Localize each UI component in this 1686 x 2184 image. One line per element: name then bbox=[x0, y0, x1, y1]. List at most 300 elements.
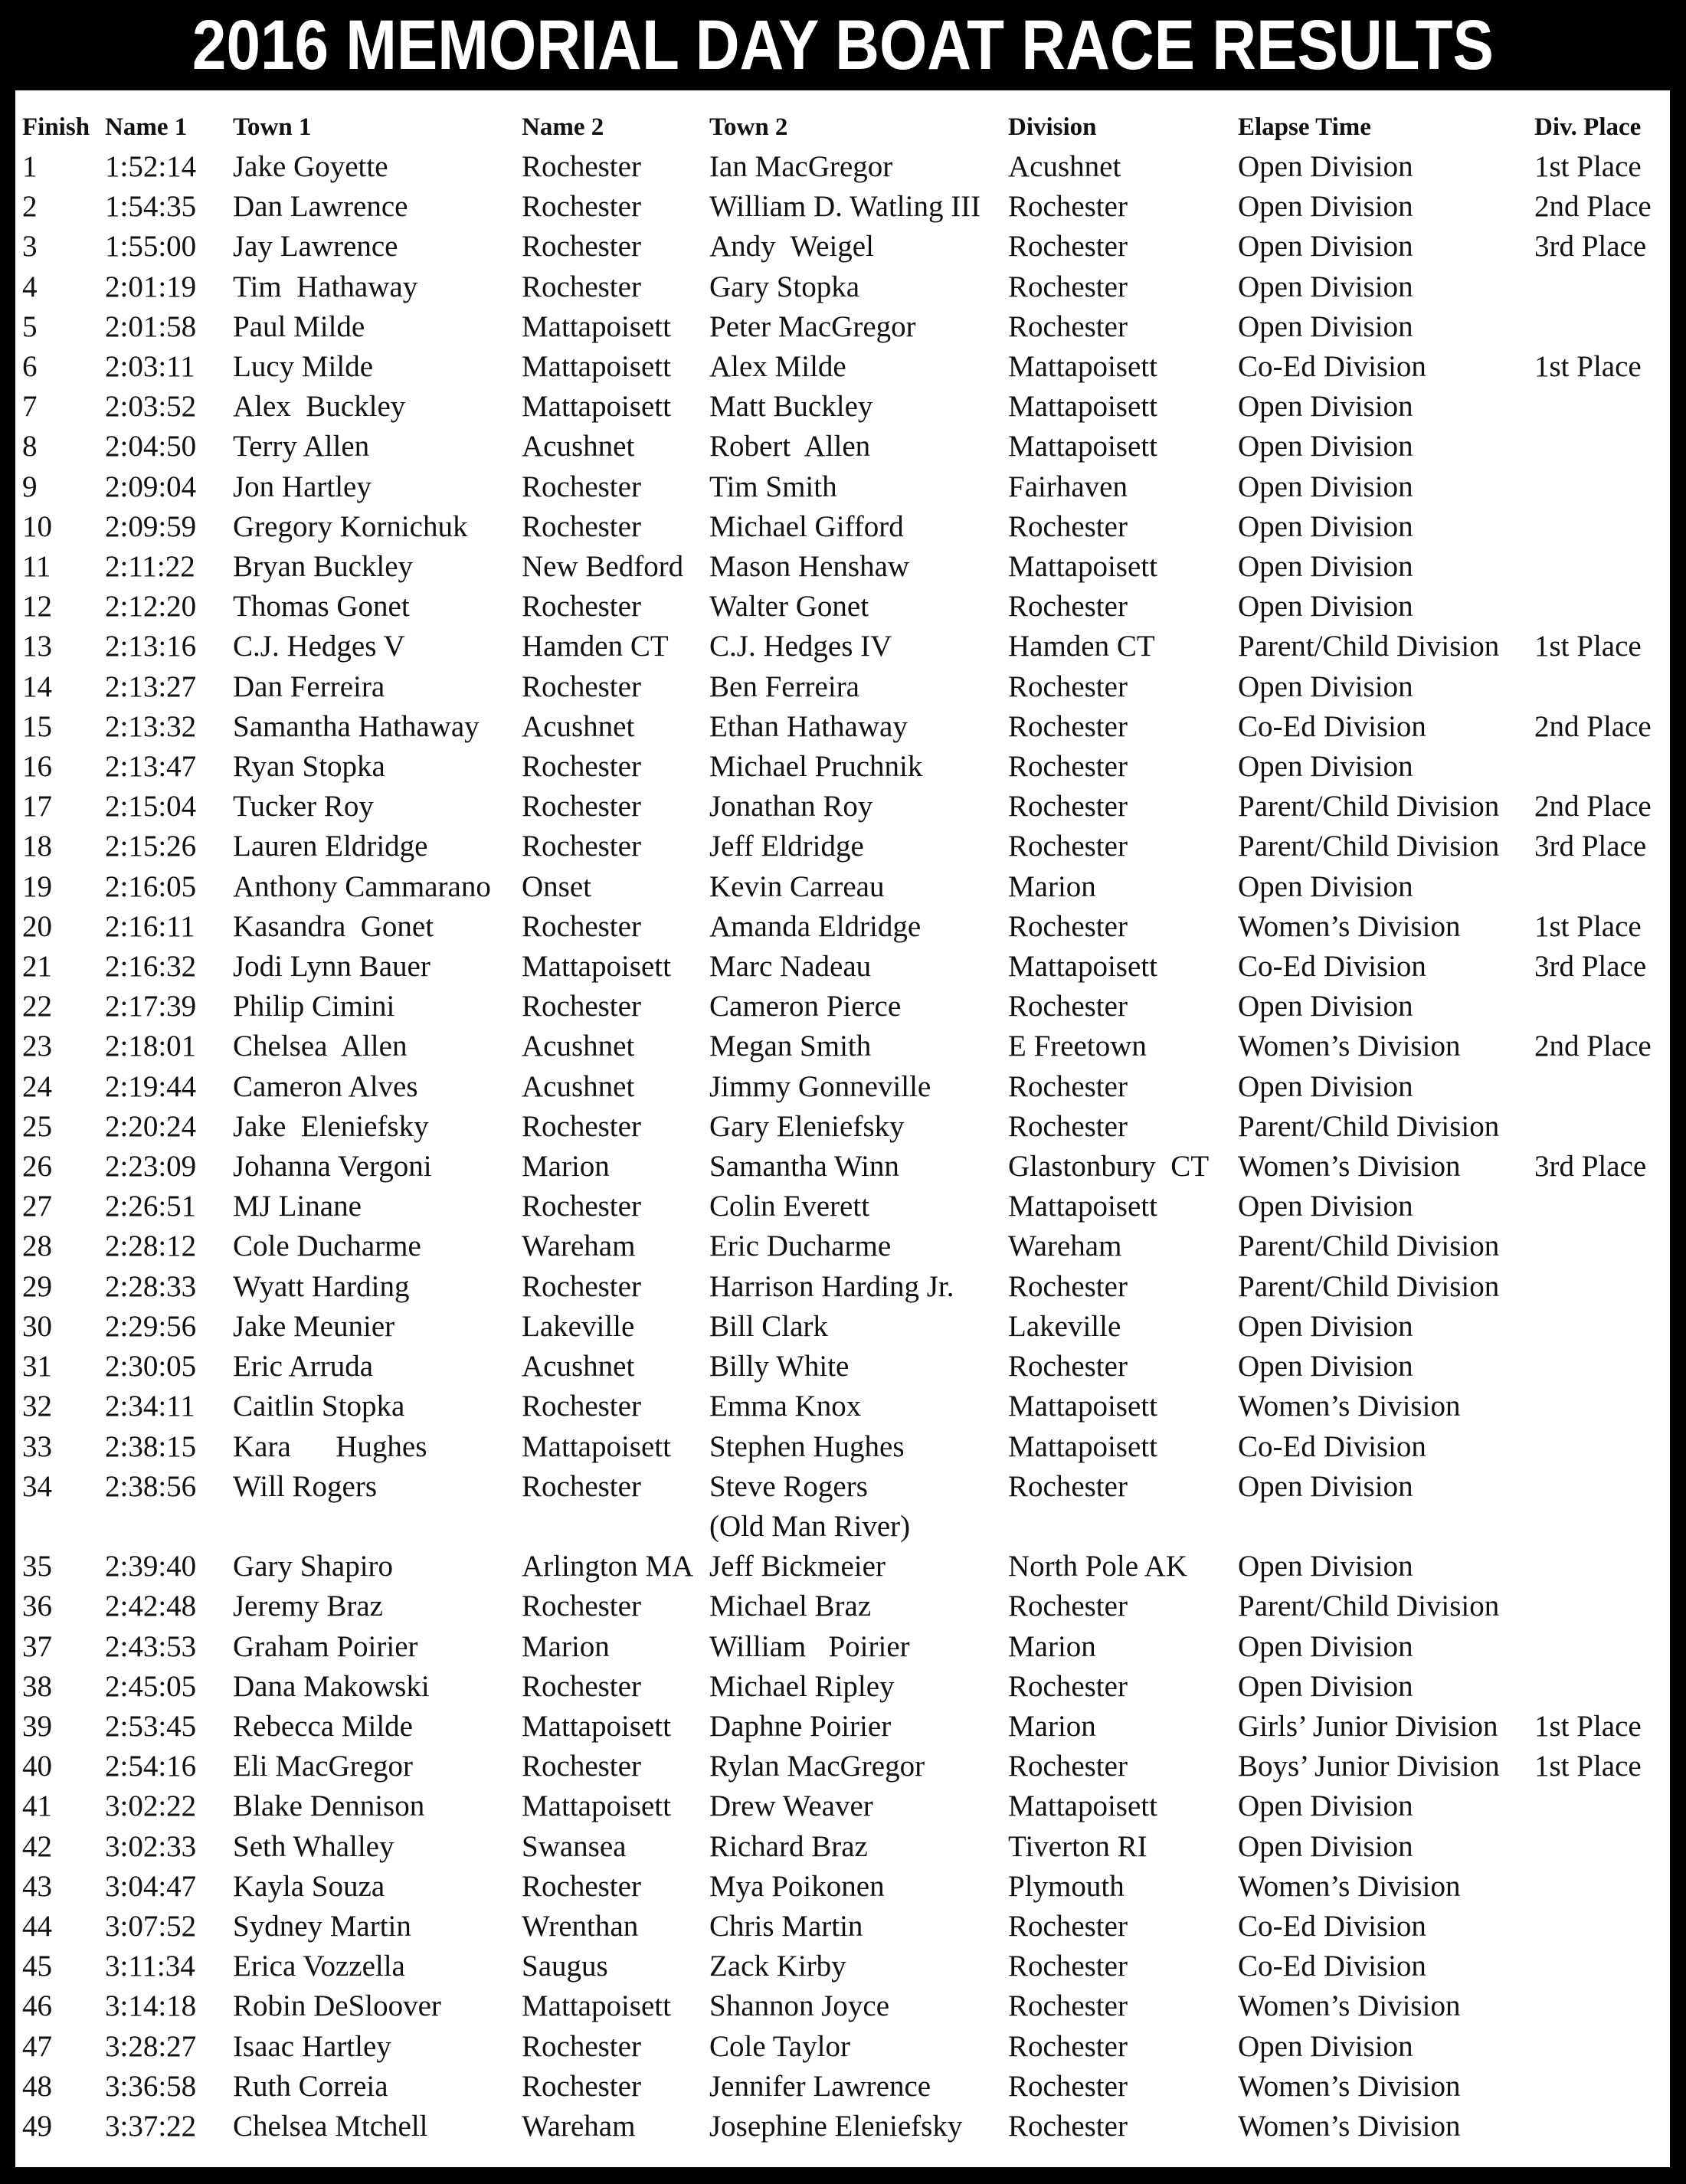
cell-town-1: Alex Buckley bbox=[233, 390, 406, 424]
cell-name-1: 2:23:09 bbox=[105, 1150, 197, 1184]
cell-name-1: 2:15:26 bbox=[105, 830, 197, 863]
cell-division: Rochester bbox=[1008, 670, 1128, 703]
cell-name-2: Mattapoisett bbox=[522, 1989, 671, 2023]
cell-name-1: 3:04:47 bbox=[105, 1869, 197, 1903]
cell-finish: 38 bbox=[22, 1669, 52, 1703]
cell-elapse-time: Parent/Child Division bbox=[1238, 630, 1500, 663]
cell-div-place bbox=[1534, 1947, 1668, 1986]
cell-name-1: 3:02:22 bbox=[105, 1789, 197, 1823]
cell-elapse-time: Parent/Child Division bbox=[1238, 830, 1500, 863]
cell-division: Rochester bbox=[1008, 990, 1128, 1023]
cell-name-1: 2:53:45 bbox=[105, 1709, 197, 1743]
cell-finish: 13 bbox=[22, 630, 52, 663]
cell-name-1: 3:07:52 bbox=[105, 1909, 197, 1943]
cell-division: Rochester bbox=[1008, 270, 1128, 303]
cell-town-1: Chelsea Mtchell bbox=[233, 2109, 428, 2143]
cell-name-2: Wareham bbox=[522, 1230, 636, 1263]
cell-finish: 8 bbox=[22, 430, 38, 463]
cell-division: Mattapoisett bbox=[1008, 550, 1157, 584]
cell-division: Mattapoisett bbox=[1008, 1429, 1157, 1463]
cell-town-2: Stephen Hughes bbox=[709, 1429, 905, 1463]
cell-name-1: 3:37:22 bbox=[105, 2109, 197, 2143]
cell-name-2: Wareham bbox=[522, 2109, 636, 2143]
cell-elapse-time: Co-Ed Division bbox=[1238, 950, 1426, 984]
cell-town-2: Drew Weaver bbox=[709, 1789, 873, 1823]
table-row bbox=[22, 667, 1668, 707]
cell-name-1: 2:30:05 bbox=[105, 1350, 197, 1383]
cell-town-1: Johanna Vergoni bbox=[233, 1150, 432, 1184]
cell-name-2: Rochester bbox=[522, 230, 641, 264]
cell-name-1: 2:13:32 bbox=[105, 709, 197, 743]
cell-town-2: Michael Ripley bbox=[709, 1669, 895, 1703]
cell-name-1: 2:38:15 bbox=[105, 1429, 197, 1463]
cell-name-1: 2:20:24 bbox=[105, 1109, 197, 1143]
cell-town-2: Amanda Eldridge bbox=[709, 909, 922, 943]
cell-elapse-time: Open Division bbox=[1238, 190, 1413, 224]
table-row bbox=[22, 547, 1668, 587]
cell-div-place bbox=[1534, 467, 1668, 507]
cell-elapse-time: Parent/Child Division bbox=[1238, 1230, 1500, 1263]
cell-town-1: Caitlin Stopka bbox=[233, 1390, 405, 1423]
table-row bbox=[22, 1107, 1668, 1147]
cell-town-2: Bill Clark bbox=[709, 1309, 828, 1343]
cell-name-2: Rochester bbox=[522, 470, 641, 503]
cell-name-1: 2:26:51 bbox=[105, 1190, 197, 1223]
cell-finish: 14 bbox=[22, 670, 52, 703]
cell-finish: 6 bbox=[22, 350, 38, 384]
table-row bbox=[22, 1067, 1668, 1107]
cell-town-1: Isaac Hartley bbox=[233, 2029, 391, 2063]
cell-div-place bbox=[1534, 1267, 1668, 1307]
cell-finish: 39 bbox=[22, 1709, 52, 1743]
cell-town-1: Wyatt Harding bbox=[233, 1269, 410, 1303]
cell-town-2: Tim Smith bbox=[709, 470, 837, 503]
table-row bbox=[22, 1267, 1668, 1307]
cell-name-1: 3:02:33 bbox=[105, 1829, 197, 1863]
cell-town-1: Jon Hartley bbox=[233, 470, 372, 503]
cell-elapse-time: Open Division bbox=[1238, 309, 1413, 343]
cell-town-2: Mya Poikonen bbox=[709, 1869, 885, 1903]
cell-division: Mattapoisett bbox=[1008, 950, 1157, 984]
table-row bbox=[22, 2067, 1668, 2107]
cell-name-2: Lakeville bbox=[522, 1309, 635, 1343]
cell-town-2: Samantha Winn bbox=[709, 1150, 899, 1184]
cell-division: Rochester bbox=[1008, 590, 1128, 624]
cell-name-2: Rochester bbox=[522, 1590, 641, 1623]
cell-div-place bbox=[1534, 307, 1668, 347]
cell-division: Mattapoisett bbox=[1008, 430, 1157, 463]
cell-town-1: Jake Eleniefsky bbox=[233, 1109, 429, 1143]
cell-name-1: 2:18:01 bbox=[105, 1030, 197, 1063]
cell-div-place: 3rd Place bbox=[1534, 830, 1647, 863]
cell-town-1: MJ Linane bbox=[233, 1190, 362, 1223]
cell-division: Rochester bbox=[1008, 1469, 1128, 1503]
cell-town-2: Marc Nadeau bbox=[709, 950, 872, 984]
cell-town-2: William Poirier bbox=[709, 1629, 910, 1663]
cell-name-1: 2:29:56 bbox=[105, 1309, 197, 1343]
cell-div-place bbox=[1534, 747, 1668, 787]
cell-division: Fairhaven bbox=[1008, 470, 1128, 503]
cell-name-2: Mattapoisett bbox=[522, 1709, 671, 1743]
cell-finish: 18 bbox=[22, 830, 52, 863]
cell-name-1: 2:01:19 bbox=[105, 270, 197, 303]
cell-division: Plymouth bbox=[1008, 1869, 1125, 1903]
cell-elapse-time: Co-Ed Division bbox=[1238, 1950, 1426, 1983]
cell-finish: 32 bbox=[22, 1390, 52, 1423]
table-row bbox=[22, 1347, 1668, 1387]
table-row bbox=[22, 427, 1668, 467]
cell-name-1: 2:03:11 bbox=[105, 350, 195, 384]
cell-town-1: Paul Milde bbox=[233, 309, 365, 343]
cell-division: Rochester bbox=[1008, 1350, 1128, 1383]
cell-name-2: Rochester bbox=[522, 990, 641, 1023]
cell-name-1: 2:43:53 bbox=[105, 1629, 197, 1663]
cell-finish: 48 bbox=[22, 2069, 52, 2103]
cell-town-2: Jonathan Roy bbox=[709, 790, 873, 824]
column-header-finish: Finish bbox=[22, 113, 90, 141]
table-row bbox=[22, 467, 1668, 507]
cell-name-2: Rochester bbox=[522, 1469, 641, 1503]
cell-elapse-time: Parent/Child Division bbox=[1238, 1109, 1500, 1143]
table-row bbox=[22, 787, 1668, 827]
cell-name-1: 3:14:18 bbox=[105, 1989, 197, 2023]
cell-name-2: Acushnet bbox=[522, 1350, 635, 1383]
cell-div-place bbox=[1534, 1986, 1668, 2026]
cell-division: Rochester bbox=[1008, 2029, 1128, 2063]
cell-div-place bbox=[1534, 1427, 1668, 1467]
cell-finish: 47 bbox=[22, 2029, 52, 2063]
cell-town-2: Jimmy Gonneville bbox=[709, 1069, 931, 1103]
table-row bbox=[22, 1147, 1668, 1187]
cell-div-place bbox=[1534, 1187, 1668, 1226]
table-row bbox=[22, 1226, 1668, 1266]
cell-town-1: Samantha Hathaway bbox=[233, 709, 480, 743]
table-row bbox=[22, 227, 1668, 267]
cell-name-2: Mattapoisett bbox=[522, 309, 671, 343]
table-row bbox=[22, 1907, 1668, 1947]
cell-town-2: Megan Smith bbox=[709, 1030, 872, 1063]
cell-elapse-time: Open Division bbox=[1238, 750, 1413, 784]
cell-finish: 37 bbox=[22, 1629, 52, 1663]
cell-name-2: Hamden CT bbox=[522, 630, 669, 663]
cell-div-place bbox=[1534, 507, 1668, 547]
cell-elapse-time: Open Division bbox=[1238, 869, 1413, 903]
cell-div-place bbox=[1534, 547, 1668, 587]
cell-finish: 11 bbox=[22, 550, 51, 584]
cell-division: Rochester bbox=[1008, 230, 1128, 264]
cell-div-place: 2nd Place bbox=[1534, 790, 1652, 824]
cell-name-2: Rochester bbox=[522, 1750, 641, 1783]
cell-name-2: Rochester bbox=[522, 1190, 641, 1223]
cell-name-1: 2:03:52 bbox=[105, 390, 197, 424]
cell-name-2: New Bedford bbox=[522, 550, 684, 584]
cell-division: Marion bbox=[1008, 869, 1096, 903]
cell-div-place bbox=[1534, 1586, 1668, 1626]
cell-div-place: 2nd Place bbox=[1534, 190, 1652, 224]
cell-name-2: Onset bbox=[522, 869, 591, 903]
cell-finish: 19 bbox=[22, 869, 52, 903]
table-row bbox=[22, 747, 1668, 787]
column-header-town-1: Town 1 bbox=[233, 113, 312, 141]
cell-elapse-time: Parent/Child Division bbox=[1238, 1590, 1500, 1623]
cell-division: Rochester bbox=[1008, 190, 1128, 224]
cell-name-1: 2:17:39 bbox=[105, 990, 197, 1023]
cell-div-place bbox=[1534, 2027, 1668, 2067]
table-row bbox=[22, 1027, 1668, 1066]
cell-elapse-time: Open Division bbox=[1238, 1829, 1413, 1863]
cell-town-2: Michael Braz bbox=[709, 1590, 872, 1623]
cell-town-1: Sydney Martin bbox=[233, 1909, 411, 1943]
cell-finish: 12 bbox=[22, 590, 52, 624]
cell-town-2: Zack Kirby bbox=[709, 1950, 846, 1983]
cell-elapse-time: Open Division bbox=[1238, 1789, 1413, 1823]
table-row bbox=[22, 187, 1668, 227]
cell-finish: 15 bbox=[22, 709, 52, 743]
cell-div-place: 1st Place bbox=[1534, 909, 1642, 943]
cell-town-1: Rebecca Milde bbox=[233, 1709, 413, 1743]
cell-town-2: Gary Eleniefsky bbox=[709, 1109, 905, 1143]
cell-division: Marion bbox=[1008, 1629, 1096, 1663]
column-header-division: Division bbox=[1008, 113, 1097, 141]
cell-name-2: Rochester bbox=[522, 830, 641, 863]
cell-town-2: Harrison Harding Jr. bbox=[709, 1269, 954, 1303]
cell-finish: 16 bbox=[22, 750, 52, 784]
cell-div-place bbox=[1534, 1107, 1668, 1147]
cell-finish: 33 bbox=[22, 1429, 52, 1463]
cell-town-2: Jennifer Lawrence bbox=[709, 2069, 931, 2103]
cell-elapse-time: Open Division bbox=[1238, 1309, 1413, 1343]
cell-town-2: Richard Braz bbox=[709, 1829, 868, 1863]
table-row bbox=[22, 2027, 1668, 2067]
cell-town-1: Ruth Correia bbox=[233, 2069, 388, 2103]
cell-town-2: Colin Everett bbox=[709, 1190, 870, 1223]
cell-division: Glastonbury CT bbox=[1008, 1150, 1210, 1184]
cell-elapse-time: Co-Ed Division bbox=[1238, 350, 1426, 384]
cell-div-place bbox=[1534, 1667, 1668, 1707]
cell-town-2: Michael Gifford bbox=[709, 509, 904, 543]
cell-div-place: 1st Place bbox=[1534, 150, 1642, 183]
cell-name-1: 3:11:34 bbox=[105, 1950, 195, 1983]
cell-name-1: 2:42:48 bbox=[105, 1590, 197, 1623]
cell-division: Rochester bbox=[1008, 1069, 1128, 1103]
cell-town-1: Kara Hughes bbox=[233, 1429, 427, 1463]
cell-town-1: Cameron Alves bbox=[233, 1069, 418, 1103]
cell-finish: 17 bbox=[22, 790, 52, 824]
cell-finish: 43 bbox=[22, 1869, 52, 1903]
cell-name-2: Rochester bbox=[522, 1390, 641, 1423]
cell-name-2: Acushnet bbox=[522, 430, 635, 463]
cell-name-2: Rochester bbox=[522, 509, 641, 543]
cell-name-2: Wrenthan bbox=[522, 1909, 639, 1943]
cell-div-place bbox=[1534, 1907, 1668, 1947]
cell-elapse-time: Open Division bbox=[1238, 430, 1413, 463]
cell-division: Rochester bbox=[1008, 909, 1128, 943]
cell-name-2: Mattapoisett bbox=[522, 350, 671, 384]
cell-finish: 5 bbox=[22, 309, 38, 343]
cell-elapse-time: Co-Ed Division bbox=[1238, 1429, 1426, 1463]
cell-elapse-time: Open Division bbox=[1238, 230, 1413, 264]
cell-finish: 24 bbox=[22, 1069, 52, 1103]
table-header-row bbox=[22, 107, 1668, 147]
cell-elapse-time: Open Division bbox=[1238, 1069, 1413, 1103]
cell-name-1: 2:13:16 bbox=[105, 630, 197, 663]
table-row bbox=[22, 707, 1668, 747]
cell-town-1: Gregory Kornichuk bbox=[233, 509, 468, 543]
cell-town-2: Alex Milde bbox=[709, 350, 846, 384]
cell-town-2: Michael Pruchnik bbox=[709, 750, 923, 784]
cell-finish: 45 bbox=[22, 1950, 52, 1983]
cell-finish: 20 bbox=[22, 909, 52, 943]
cell-finish: 28 bbox=[22, 1230, 52, 1263]
table-row bbox=[22, 987, 1668, 1027]
cell-town-2: Kevin Carreau bbox=[709, 869, 885, 903]
cell-name-2: Arlington MA bbox=[522, 1550, 694, 1583]
cell-division: Marion bbox=[1008, 1709, 1096, 1743]
cell-town-1: Blake Dennison bbox=[233, 1789, 425, 1823]
cell-town-1: Graham Poirier bbox=[233, 1629, 418, 1663]
table-row bbox=[22, 147, 1668, 187]
cell-town-1: Anthony Cammarano bbox=[233, 869, 491, 903]
cell-finish: 36 bbox=[22, 1590, 52, 1623]
column-header-name-1: Name 1 bbox=[105, 113, 188, 141]
cell-name-2: Rochester bbox=[522, 150, 641, 183]
cell-town-1: Erica Vozzella bbox=[233, 1950, 405, 1983]
cell-elapse-time: Open Division bbox=[1238, 470, 1413, 503]
cell-division: Lakeville bbox=[1008, 1309, 1121, 1343]
cell-finish: 25 bbox=[22, 1109, 52, 1143]
cell-name-2: Rochester bbox=[522, 270, 641, 303]
cell-div-place: 1st Place bbox=[1534, 1709, 1642, 1743]
cell-division: Mattapoisett bbox=[1008, 1190, 1157, 1223]
cell-name-2: Rochester bbox=[522, 590, 641, 624]
cell-div-place bbox=[1534, 867, 1668, 907]
cell-finish: 7 bbox=[22, 390, 38, 424]
table-row bbox=[22, 827, 1668, 866]
cell-elapse-time: Open Division bbox=[1238, 390, 1413, 424]
cell-name-1: 2:28:12 bbox=[105, 1230, 197, 1263]
cell-elapse-time: Open Division bbox=[1238, 1669, 1413, 1703]
cell-town-1: Robin DeSloover bbox=[233, 1989, 441, 2023]
cell-name-1: 2:34:11 bbox=[105, 1390, 195, 1423]
cell-town-1: Chelsea Allen bbox=[233, 1030, 408, 1063]
cell-div-place bbox=[1534, 427, 1668, 467]
cell-town-2: Cole Taylor bbox=[709, 2029, 850, 2063]
table-row bbox=[22, 1667, 1668, 1707]
cell-town-2: Jeff Eldridge bbox=[709, 830, 864, 863]
cell-name-2: Rochester bbox=[522, 190, 641, 224]
cell-town-2: Emma Knox bbox=[709, 1390, 862, 1423]
cell-town-2: Josephine Eleniefsky bbox=[709, 2109, 963, 2143]
title-bar bbox=[0, 0, 1686, 87]
table-row bbox=[22, 1387, 1668, 1426]
cell-town-2: C.J. Hedges IV bbox=[709, 630, 892, 663]
table-row bbox=[22, 1627, 1668, 1667]
cell-division: Mattapoisett bbox=[1008, 350, 1157, 384]
cell-finish: 41 bbox=[22, 1789, 52, 1823]
cell-town-1: Eric Arruda bbox=[233, 1350, 374, 1383]
cell-elapse-time: Open Division bbox=[1238, 270, 1413, 303]
cell-elapse-time: Boys’ Junior Division bbox=[1238, 1750, 1500, 1783]
table-row bbox=[22, 1467, 1668, 1547]
table-row bbox=[22, 1947, 1668, 1986]
cell-town-2: Steve Rogers (Old Man River) bbox=[709, 1469, 911, 1543]
cell-div-place bbox=[1534, 1627, 1668, 1667]
cell-town-2: Peter MacGregor bbox=[709, 309, 916, 343]
cell-name-1: 2:19:44 bbox=[105, 1069, 197, 1103]
cell-town-2: Daphne Poirier bbox=[709, 1709, 892, 1743]
cell-division: Rochester bbox=[1008, 830, 1128, 863]
cell-town-2: Andy Weigel bbox=[709, 230, 874, 264]
cell-town-1: Dan Ferreira bbox=[233, 670, 385, 703]
cell-elapse-time: Co-Ed Division bbox=[1238, 709, 1426, 743]
cell-finish: 23 bbox=[22, 1030, 52, 1063]
cell-finish: 44 bbox=[22, 1909, 52, 1943]
cell-division: Rochester bbox=[1008, 1909, 1128, 1943]
cell-elapse-time: Open Division bbox=[1238, 1190, 1413, 1223]
cell-town-1: Jeremy Braz bbox=[233, 1590, 383, 1623]
cell-division: Rochester bbox=[1008, 709, 1128, 743]
cell-town-1: Tim Hathaway bbox=[233, 270, 418, 303]
cell-town-1: Lauren Eldridge bbox=[233, 830, 428, 863]
table-row bbox=[22, 347, 1668, 387]
cell-name-1: 2:13:47 bbox=[105, 750, 197, 784]
cell-town-2: Ian MacGregor bbox=[709, 150, 893, 183]
cell-name-1: 2:16:11 bbox=[105, 909, 195, 943]
cell-town-2: Eric Ducharme bbox=[709, 1230, 892, 1263]
cell-town-2: William D. Watling III bbox=[709, 190, 981, 224]
cell-town-1: Lucy Milde bbox=[233, 350, 374, 384]
cell-name-2: Marion bbox=[522, 1150, 610, 1184]
cell-finish: 26 bbox=[22, 1150, 52, 1184]
column-header-div-place: Div. Place bbox=[1534, 113, 1642, 141]
cell-name-2: Mattapoisett bbox=[522, 1429, 671, 1463]
cell-finish: 46 bbox=[22, 1989, 52, 2023]
cell-name-1: 3:28:27 bbox=[105, 2029, 197, 2063]
cell-name-2: Rochester bbox=[522, 2069, 641, 2103]
table-row bbox=[22, 1786, 1668, 1826]
cell-division: Wareham bbox=[1008, 1230, 1122, 1263]
cell-name-2: Rochester bbox=[522, 790, 641, 824]
cell-div-place: 3rd Place bbox=[1534, 230, 1647, 264]
cell-finish: 31 bbox=[22, 1350, 52, 1383]
cell-town-1: Dan Lawrence bbox=[233, 190, 408, 224]
cell-name-2: Mattapoisett bbox=[522, 950, 671, 984]
cell-div-place bbox=[1534, 387, 1668, 427]
cell-finish: 1 bbox=[22, 150, 38, 183]
cell-finish: 30 bbox=[22, 1309, 52, 1343]
cell-town-1: Jay Lawrence bbox=[233, 230, 398, 264]
cell-finish: 22 bbox=[22, 990, 52, 1023]
cell-division: Rochester bbox=[1008, 1269, 1128, 1303]
cell-division: Rochester bbox=[1008, 1750, 1128, 1783]
cell-division: Rochester bbox=[1008, 2069, 1128, 2103]
cell-elapse-time: Women’s Division bbox=[1238, 1869, 1461, 1903]
cell-division: Tiverton RI bbox=[1008, 1829, 1147, 1863]
table-row bbox=[22, 1747, 1668, 1786]
cell-div-place: 1st Place bbox=[1534, 630, 1642, 663]
table-row bbox=[22, 1547, 1668, 1586]
cell-elapse-time: Girls’ Junior Division bbox=[1238, 1709, 1498, 1743]
cell-division: Acushnet bbox=[1008, 150, 1121, 183]
cell-name-1: 2:28:33 bbox=[105, 1269, 197, 1303]
table-row bbox=[22, 267, 1668, 307]
cell-name-1: 2:39:40 bbox=[105, 1550, 197, 1583]
cell-div-place bbox=[1534, 587, 1668, 627]
table-row bbox=[22, 867, 1668, 907]
cell-finish: 4 bbox=[22, 270, 38, 303]
cell-name-1: 2:11:22 bbox=[105, 550, 195, 584]
cell-name-2: Mattapoisett bbox=[522, 1789, 671, 1823]
